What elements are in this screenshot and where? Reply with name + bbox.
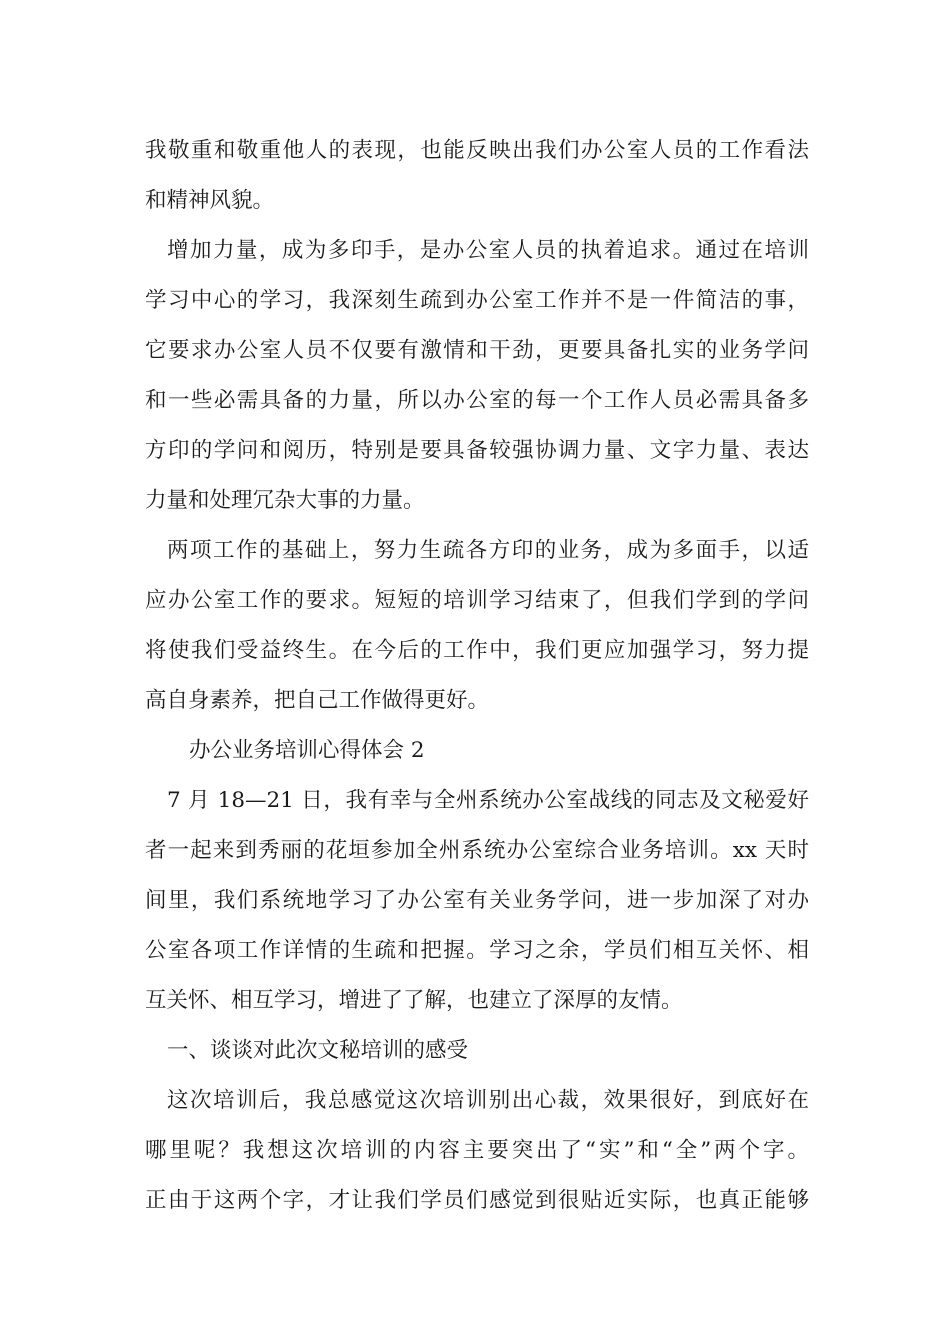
document-body xyxy=(145,126,809,1226)
text-line: 方印的学问和阅历，特别是要具备较强协调力量、文字力量、表达 xyxy=(145,438,809,463)
text-line: 学习中心的学习，我深刻生疏到办公室工作并不是一件简洁的事， xyxy=(145,288,809,313)
text-line: 力量和处理冗杂大事的力量。 xyxy=(145,488,425,513)
text-line: 公室各项工作详情的生疏和把握。学习之余，学员们相互关怀、相 xyxy=(145,938,809,963)
text-line: 一、谈谈对此次文秘培训的感受 xyxy=(167,1038,469,1063)
text-line: 哪里呢？我想这次培训的内容主要突出了“实”和“全”两个字。 xyxy=(145,1138,809,1163)
text-line: 增加力量，成为多印手，是办公室人员的执着追求。通过在培训 xyxy=(167,238,809,263)
text-line: 7 月 18—21 日，我有幸与全州系统办公室战线的同志及文秘爱好 xyxy=(167,788,809,813)
text-line: 间里，我们系统地学习了办公室有关业务学问，进一步加深了对办 xyxy=(145,888,809,913)
text-line: 高自身素养，把自己工作做得更好。 xyxy=(145,688,490,713)
text-line: 互关怀、相互学习，增进了了解，也建立了深厚的友情。 xyxy=(145,988,683,1013)
text-line: 和精神风貌。 xyxy=(145,188,275,213)
text-line: 两项工作的基础上，努力生疏各方印的业务，成为多面手，以适 xyxy=(167,538,809,563)
section-heading: 办公业务培训心得体会 2 xyxy=(189,738,425,763)
text-line: 将使我们受益终生。在今后的工作中，我们更应加强学习，努力提 xyxy=(145,638,809,663)
text-line: 应办公室工作的要求。短短的培训学习结束了，但我们学到的学问 xyxy=(145,588,809,613)
text-line: 正由于这两个字，才让我们学员们感觉到很贴近实际，也真正能够 xyxy=(145,1188,809,1213)
text-line: 它要求办公室人员不仅要有激情和干劲，更要具备扎实的业务学问 xyxy=(145,338,809,363)
text-line: 我敬重和敬重他人的表现，也能反映出我们办公室人员的工作看法 xyxy=(145,138,809,163)
text-line: 这次培训后，我总感觉这次培训别出心裁，效果很好，到底好在 xyxy=(167,1088,809,1113)
text-line: 者一起来到秀丽的花垣参加全州系统办公室综合业务培训。xx 天时 xyxy=(145,838,809,863)
text-line: 和一些必需具备的力量，所以办公室的每一个工作人员必需具备多 xyxy=(145,388,809,413)
